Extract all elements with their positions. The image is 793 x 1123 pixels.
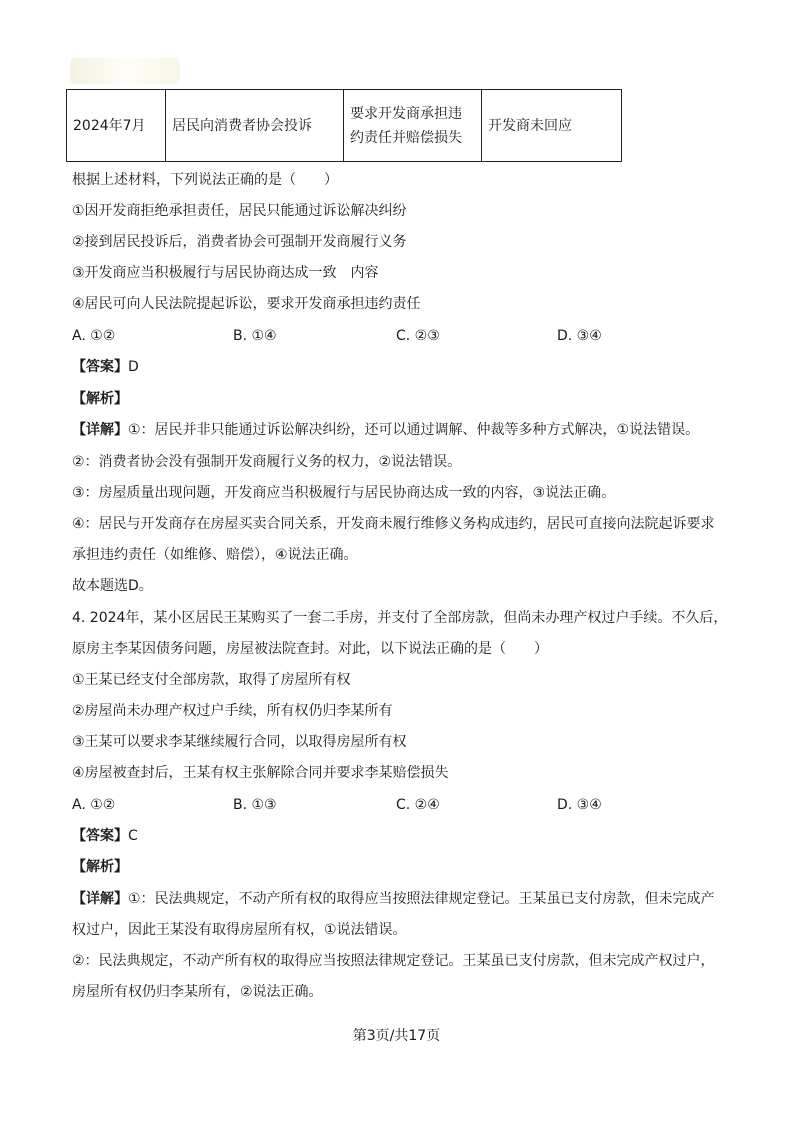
q3-analysis-label: 【解析】 — [72, 391, 128, 407]
q3-option-c: C. ②③ — [396, 328, 440, 344]
q3-detail-text-1: ①：居民并非只能通过诉讼解决纠纷，还可以通过调解、仲裁等多种方式解决，①说法错误。 — [128, 422, 700, 438]
q3-detail-4: ④：居民与开发商存在房屋买卖合同关系，开发商未履行维修义务构成违约，居民可直接向法院起诉要求 — [72, 516, 715, 532]
q4-stem-1: 4. 2024年，某小区居民王某购买了一套二手房，并支付了全部房款，但尚未办理产权过户手续。不久后， — [72, 610, 728, 626]
q3-detail-3: ③：房屋质量出现问题，开发商应当积极履行与居民协商达成一致的内容，③说法正确。 — [72, 485, 616, 501]
q4-item-1: ①王某已经支付全部房款，取得了房屋所有权 — [72, 672, 351, 688]
q4-option-a: A. ①② — [72, 797, 116, 813]
q3-detail-label: 【详解】 — [72, 422, 128, 438]
q4-option-d: D. ③④ — [557, 797, 602, 813]
q3-answer-label: 【答案】 — [72, 359, 128, 375]
q4-item-3: ③王某可以要求李某继续履行合同，以取得房屋所有权 — [72, 734, 407, 750]
q3-item-4: ④居民可向人民法院提起诉讼，要求开发商承担违约责任 — [72, 296, 421, 312]
q3-conclusion: 故本题选D。 — [72, 578, 153, 594]
page-footer: 第3页/共17页 — [352, 1028, 441, 1044]
q4-detail-2: 权过户，因此王某没有取得房屋所有权，①说法错误。 — [72, 922, 407, 938]
q3-stem: 根据上述材料，下列说法正确的是（ ） — [72, 172, 338, 188]
q3-option-a: A. ①② — [72, 328, 116, 344]
q3-option-b: B. ①④ — [233, 328, 277, 344]
q3-answer-value: D — [128, 359, 139, 375]
q4-stem-2: 原房主李某因债务问题，房屋被法院查封。对此，以下说法正确的是（ ） — [72, 641, 548, 657]
q3-option-d: D. ③④ — [557, 328, 602, 344]
q3-item-1: ①因开发商拒绝承担责任，居民只能通过诉讼解决纠纷 — [72, 203, 407, 219]
faint-watermark — [70, 58, 180, 84]
q4-option-c: C. ②④ — [396, 797, 440, 813]
table-cell-event: 居民向消费者协会投诉 — [166, 90, 344, 162]
q4-detail-1 — [72, 889, 715, 909]
q3-detail-5: 承担违约责任（如维修、赔偿），④说法正确。 — [72, 547, 358, 563]
table-cell-date: 2024年7月 — [67, 90, 166, 162]
q4-detail-label: 【详解】 — [72, 891, 128, 907]
q3-detail-2: ②：消费者协会没有强制开发商履行义务的权力，②说法错误。 — [72, 454, 462, 470]
q4-detail-3: ②：民法典规定，不动产所有权的取得应当按照法律规定登记。王某虽已支付房款，但未完成产权过户， — [72, 953, 715, 969]
table-row — [67, 90, 622, 162]
q3-answer — [72, 357, 139, 377]
event-table — [66, 89, 622, 162]
q4-analysis-label: 【解析】 — [72, 859, 128, 875]
q4-detail-text-1: ①：民法典规定，不动产所有权的取得应当按照法律规定登记。王某虽已支付房款，但未完成产 — [128, 891, 715, 907]
q4-option-b: B. ①③ — [233, 797, 277, 813]
table-cell-demand: 要求开发商承担违约责任并赔偿损失 — [344, 90, 482, 162]
table-cell-result: 开发商未回应 — [482, 90, 622, 162]
q4-answer — [72, 826, 138, 846]
q4-answer-label: 【答案】 — [72, 828, 128, 844]
q3-item-3: ③开发商应当积极履行与居民协商达成一致 内容 — [72, 265, 379, 281]
q4-detail-4: 房屋所有权仍归李某所有，②说法正确。 — [72, 984, 323, 1000]
q4-item-2: ②房屋尚未办理产权过户手续，所有权仍归李某所有 — [72, 703, 393, 719]
q3-item-2: ②接到居民投诉后，消费者协会可强制开发商履行义务 — [72, 234, 407, 250]
q4-item-4: ④房屋被查封后，王某有权主张解除合同并要求李某赔偿损失 — [72, 765, 449, 781]
q4-answer-value: C — [128, 828, 138, 844]
q3-detail-1 — [72, 420, 699, 440]
